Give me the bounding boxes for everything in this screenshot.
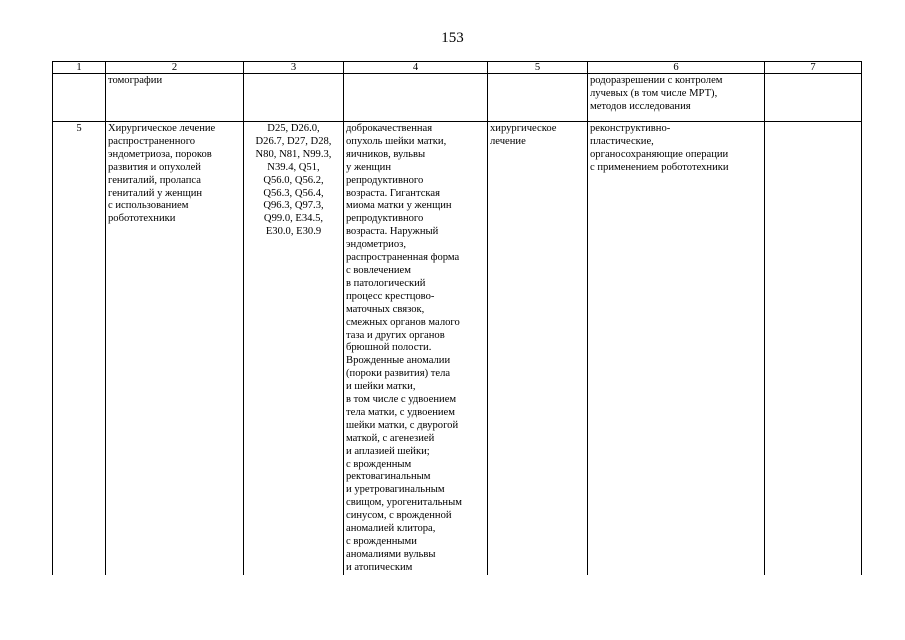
cell-text-line: возраста. Гигантская (346, 187, 440, 199)
cell-text-line: D26.7, D27, D28, (255, 135, 332, 147)
treatment-cell (106, 74, 244, 122)
table-row (53, 74, 862, 122)
diagnosis-cell (344, 122, 488, 575)
cell-text-line: пластические, (590, 135, 654, 147)
cell-text-line: распространенная форма (346, 252, 460, 264)
cell-text-line: аномалиями вульвы (346, 548, 436, 560)
cell-text-line: репродуктивного (346, 174, 424, 186)
cell-text-line: с врожденным (346, 458, 412, 470)
cell-text-line: N39.4, Q51, (267, 161, 320, 173)
cell-text-line: брюшной полости. (346, 342, 432, 354)
treatment-cell (106, 122, 244, 575)
diagnosis-cell (344, 74, 488, 122)
cell-text-line: доброкачественная (346, 123, 433, 134)
cell-text-line: процесс крестцово- (346, 290, 435, 302)
treatment-type-cell (488, 122, 588, 575)
header-cell: 3 (244, 62, 344, 74)
cell-text-line: эндометриоз, (346, 239, 406, 251)
icd-codes-cell (244, 122, 344, 575)
cell-text-line: родоразрешении с контролем (590, 75, 723, 86)
cell-text-line: Q99.0, E34.5, (263, 213, 324, 225)
cost-cell (765, 74, 862, 122)
cell-text-line: тела матки, с удвоением (346, 406, 455, 418)
cell-text-line: аномалией клитора, (346, 523, 436, 535)
cell-text-line: робототехники (108, 213, 176, 225)
cell-text-line: гениталий у женщин (108, 187, 203, 199)
cell-text-line: (пороки развития) тела (346, 368, 451, 380)
cell-text-line: свищом, урогенитальным (346, 497, 462, 509)
cell-text-line: и аплазией шейки; (346, 445, 430, 457)
header-cell: 5 (488, 62, 588, 74)
cell-text-line: у женщин (346, 161, 391, 173)
cost-cell (765, 122, 862, 575)
treatment-type-cell (488, 74, 588, 122)
cell-text-line: с вовлечением (346, 264, 411, 276)
cell-text-line: возраста. Наружный (346, 226, 439, 238)
cell-text-line: и атопическим (346, 561, 413, 573)
cell-text-line: в патологический (346, 277, 426, 289)
procedures-table (52, 61, 862, 575)
header-cell: 4 (344, 62, 488, 74)
cell-text-line: D25, D26.0, (267, 123, 320, 134)
cell-text-line: с применением робототехники (590, 161, 729, 173)
cell-text-line: и шейки матки, (346, 381, 416, 393)
cell-text-line: органосохраняющие операции (590, 148, 729, 160)
cell-text-line: и уретровагинальным (346, 484, 445, 496)
cell-text-line: распространенного (108, 135, 196, 147)
header-cell: 1 (53, 62, 106, 74)
cell-text-line: маткой, с агенезией (346, 432, 435, 444)
row-number-cell: 5 (53, 122, 106, 575)
method-cell (588, 122, 765, 575)
cell-text-line: таза и других органов (346, 329, 445, 341)
cell-text-line: маточных связок, (346, 303, 425, 315)
cell-text-line: с врожденными (346, 536, 417, 547)
row-number-cell (53, 74, 106, 122)
page-number: 153 (441, 30, 464, 46)
header-cell: 7 (765, 62, 862, 74)
cell-text-line: Q96.3, Q97.3, (263, 200, 324, 212)
cell-text-line: хирургическое (490, 123, 557, 134)
cell-text-line: синусом, с врожденной (346, 510, 452, 522)
cell-text-line: развития и опухолей (108, 161, 201, 173)
cell-text-line: в том числе с удвоением (346, 394, 457, 406)
cell-text-line: Q56.0, Q56.2, (263, 174, 324, 186)
cell-text-line: лучевых (в том числе МРТ), (590, 87, 718, 99)
icd-codes-cell (244, 74, 344, 122)
cell-text-line: Врожденные аномалии (346, 355, 451, 367)
header-cell: 2 (106, 62, 244, 74)
header-cell: 6 (588, 62, 765, 74)
cell-text-line: с использованием (108, 200, 189, 212)
cell-text-line: реконструктивно- (590, 123, 671, 134)
method-cell (588, 74, 765, 122)
cell-text-line: гениталий, пролапса (108, 174, 201, 186)
cell-text-line: томографии (108, 75, 163, 86)
cell-text-line: N80, N81, N99.3, (255, 148, 332, 160)
cell-text-line: репродуктивного (346, 213, 424, 225)
cell-text-line: опухоль шейки матки, (346, 135, 447, 147)
cell-text-line: методов исследования (590, 100, 691, 112)
cell-text-line: ректовагинальным (346, 471, 431, 483)
table-row (53, 122, 862, 575)
cell-text-line: смежных органов малого (346, 316, 460, 328)
cell-text-line: миома матки у женщин (346, 200, 452, 212)
cell-text-line: лечение (490, 135, 526, 147)
cell-text-line: эндометриоза, пороков (108, 148, 212, 160)
cell-text-line: яичников, вульвы (346, 148, 426, 160)
cell-text-line: Хирургическое лечение (108, 123, 216, 134)
table-header-row (53, 62, 862, 74)
cell-text-line: Q56.3, Q56.4, (263, 187, 324, 199)
cell-text-line: E30.0, E30.9 (265, 226, 322, 238)
cell-text-line: шейки матки, с двурогой (346, 419, 459, 431)
